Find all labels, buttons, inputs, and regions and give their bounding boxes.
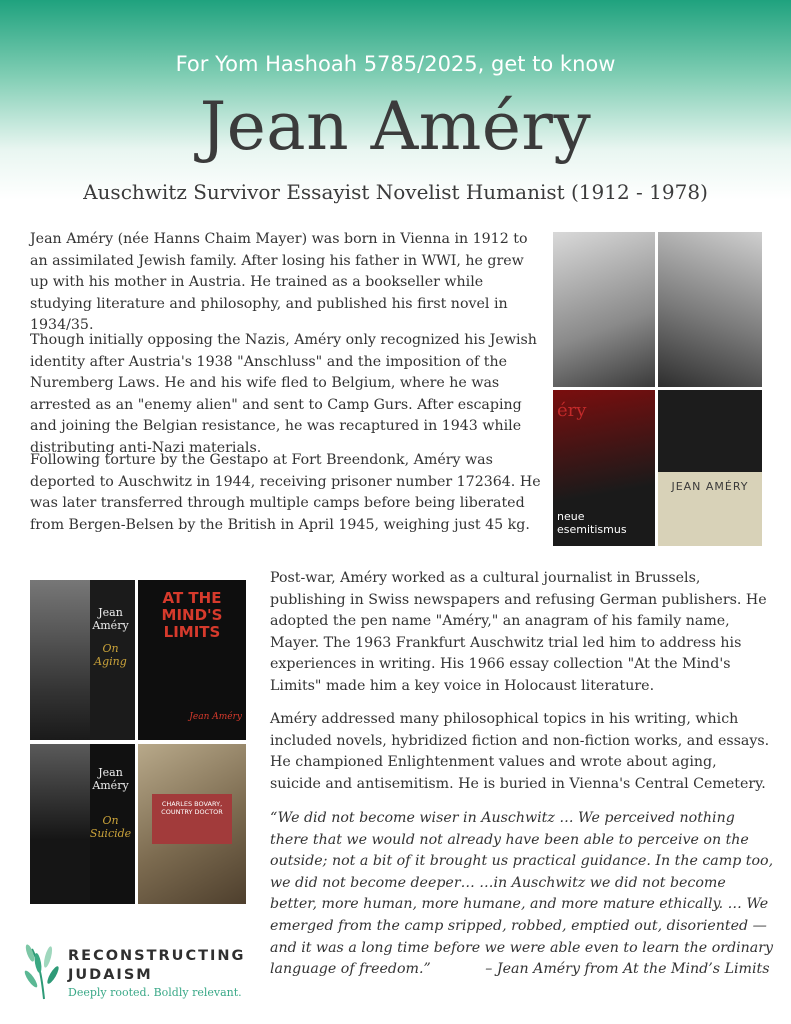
cover-author: Jean Améry — [92, 766, 129, 792]
quote-attribution: – Jean Améry from At the Mind’s Limits — [485, 961, 770, 978]
cover-title: On Suicide — [89, 814, 132, 840]
quote-block — [270, 808, 775, 981]
bio-paragraph-legacy: Améry addressed many philosophical topics in his writing, which included novels, hybridized fiction and non-fiction works, and essays. He championed Enlightenment values and wrote about aging, suicide and antisemitism. He is buried in Vienna's Central Cemetery. — [270, 711, 770, 792]
book-cover-on-suicide — [30, 744, 135, 904]
cover-title: On Aging — [94, 642, 127, 668]
bio-paragraph-auschwitz: Following torture by the Gestapo at Fort Breendonk, Améry was deported to Auschwitz in 1944, receiving prisoner number 172364. He was later transferred through multiple camps before being liberated from Bergen-Belsen by the British in April 1945, weighing just 45 kg. — [30, 452, 541, 533]
quote-text: “We did not become wiser in Auschwitz … We perceived nothing there that we would not already have been able to perceive on the outside; not a bit of it brought us practical guidance. In the camp too, we did not become deeper… …in Auschwitz we did not become better, more human, more humane, and more mature ethically. … We emerged from the camp sripped, robbed, emptied out, disoriented — and it was a long time before we were able even to learn the ordinary language of freedom.” — [270, 810, 774, 978]
book-cover-antisemitismus — [553, 390, 655, 546]
bio-paragraph-resistance: Though initially opposing the Nazis, Améry only recognized his Jewish identity after Austria's 1938 "Anschluss" and the imposition of the Nuremberg Laws. He and his wife fled to Belgium, where he was arrested as an "enemy alien" and sent to Camp Gurs. After escaping and joining the Belgian resistance, he was recaptured in 1943 while distributing anti-Nazi materials. — [30, 332, 537, 456]
intro-line: For Yom Hashoah 5785/2025, get to know — [175, 52, 616, 76]
portrait-photo-seated — [553, 232, 655, 387]
logo-tagline: Deeply rooted. Boldly relevant. — [68, 986, 242, 999]
bio-paragraph-early-life: Jean Améry (née Hanns Chaim Mayer) was born in Vienna in 1912 to an assimilated Jewish family. After losing his father in WWI, he grew up with his mother in Austria. He trained as a bookseller while studying literature and philosophy, and published his first novel in 1934/35. — [30, 231, 528, 334]
book-cover-minds-limits — [138, 580, 246, 740]
logo-wordmark-line2: JUDAISM — [68, 967, 153, 983]
cover-author: JEAN AMÉRY — [671, 480, 749, 493]
logo-wordmark-line1: RECONSTRUCTING — [68, 948, 246, 964]
cover-title-fragment: éry — [557, 400, 587, 421]
reconstructing-judaism-leaf-icon — [22, 935, 68, 1001]
cover-title: CHARLES BOVARY, COUNTRY DOCTOR — [161, 800, 223, 816]
page-title: Jean Améry — [199, 88, 592, 165]
bio-paragraph-post-war: Post-war, Améry worked as a cultural journalist in Brussels, publishing in Swiss newspapers and refusing German publishers. He adopted the pen name "Améry," an anagram of his family name, Mayer. The 1963 Frankfurt Auschwitz trial led him to address his experiences in writing. His 1966 essay collection "At the Mind's Limits" made him a key voice in Holocaust literature. — [270, 570, 767, 694]
cover-subtitle-fragment: neue esemitismus — [557, 510, 627, 536]
cover-author: Jean Améry — [92, 606, 129, 632]
book-cover-werke — [658, 390, 762, 546]
cover-title: AT THE MIND'S LIMITS — [161, 589, 223, 641]
cover-author: Jean Améry — [189, 712, 242, 722]
book-cover-on-aging — [30, 580, 135, 740]
page-subtitle: Auschwitz Survivor Essayist Novelist Humanist (1912 - 1978) — [83, 180, 708, 204]
book-cover-charles-bovary — [138, 744, 246, 904]
portrait-photo-closeup — [658, 232, 762, 387]
